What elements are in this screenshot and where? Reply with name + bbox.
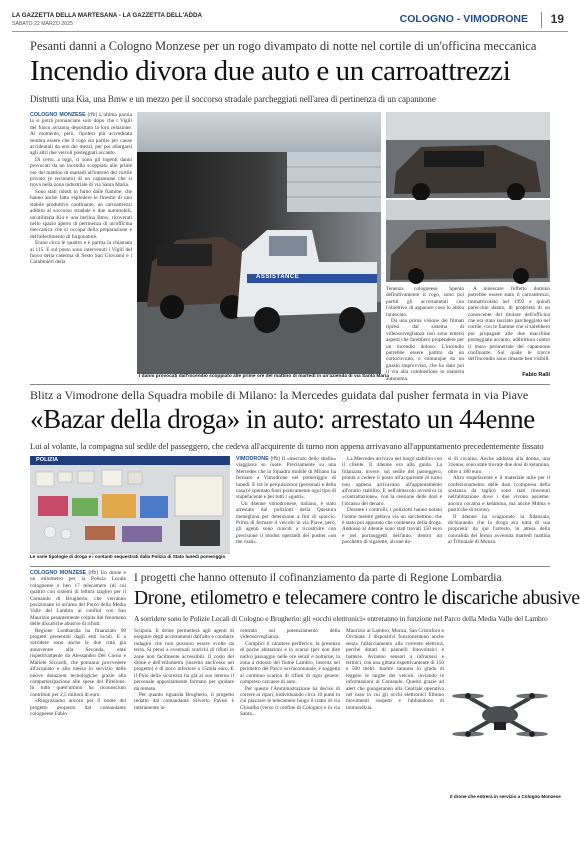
drugs-photo	[30, 456, 230, 560]
fire-photo-caption: I danni provocati dall'incendio scoppiato alle prime ore del mattino di martedì in un'azienda di via Santa Maria	[139, 374, 389, 379]
dateline-byline: (rfb)	[87, 112, 98, 118]
section-name: COLOGNO - VIMODRONE	[399, 13, 528, 25]
article2-col1: VIMODRONE (rfb) Il «mercato dello sballo» viaggiava su ruote. Precisamente su una Mercedes che la Squadra mobile di Milano ha fermato a Vimodrone nel pomeriggio di lunedì. E tra le perquisizioni (personali e della casa) è spuntato fuori praticamente ogni tipo di stupefacente e per tutti i «gusti». Un 44enne vimodronese, italiano, è stato arrestato dai poliziotti della Questura meneghina per detenzione a fini di spaccio. Prima di fermare il veicolo in via Piave, però, gli agenti sono riusciti a ricostruire con precisione il modus operandi del pusher «on the road».	[236, 456, 337, 546]
dateline-location: COLOGNO MONZESE	[30, 112, 86, 118]
drugs-photo-caption: Le varie tipologie di droga e i contanti sequestrati dalla Polizia di Stato lunedì pomeriggio	[30, 554, 230, 560]
article1-kicker: Pesanti danni a Cologno Monzese per un rogo divampato di notte nel cortile di un'officina meccanica	[30, 39, 537, 53]
article1-col3: A innescare l'effetto domino potrebbe essere stato il carroattrezzi, immatricolato nel 1992 e quindi parecchio datato, di proprietà di un conoscente del titolare dell'officina che era stato lasciato parcheggiato nel cortile, con le fiamme che si sarebbero poi propagate alle due macchine posteggiate accanto, addirittura contro il muro perimetrale del capannone confinante. Sul quale le tracce dell'incendio sono rimaste ben visibili.	[468, 286, 550, 363]
burnt-car-photo-2	[386, 200, 550, 282]
dateline2-byline: (rfb)	[270, 456, 281, 462]
burnt-car-image-2	[386, 200, 550, 282]
divider-1	[30, 384, 550, 385]
fire-photo	[137, 112, 389, 380]
masthead	[12, 10, 568, 32]
article1-subhead: Distrutti una Kia, una Bmw e un mezzo per il soccorso stradale parcheggiati nell'area di pertinenza di un capannone	[30, 94, 436, 104]
paper-name: LA GAZZETTA DELLA MARTESANA - LA GAZZETTA DELL'ADDA	[12, 12, 202, 19]
dateline3-byline: (rfb)	[88, 570, 99, 576]
issue-date: SABATO 22 MARZO 2025	[12, 21, 73, 27]
burnt-car-photo-1	[386, 112, 550, 198]
article2-headline: «Bazar della droga» in auto: arrestato un 44enne	[30, 404, 535, 434]
article1-headline: Incendio divora due auto e un carroattrezzi	[30, 55, 511, 87]
fire-photo-image	[137, 112, 381, 374]
drugs-photo-image	[30, 456, 230, 552]
drone-photo-caption: Il drone che entrerà in servizio a Cologno Monzese	[450, 794, 561, 799]
article3-col1: Scupola. Il drone permetterà agli agenti di eseguire degli accertamenti dall'alto e condurre indagini che non possono essere svolte da terra. Si pensi a eventuali scarichi di rifiuti in zone non facilmente accessibili. Il costo del drone e dell'etilometro (inserito anch'esso nel progetto) è di poco inferiore a 15mila euro. E il Polo della sicurezza ha già al suo interno il personale appositamente formato per guidare da remoto. Per quanto riguarda Brugherio, il progetto redatto dal comandante Silverio Pavesi è interamente in-	[134, 628, 234, 711]
section-divider	[541, 12, 542, 28]
article1-author: Fabio Ralli	[522, 372, 550, 378]
article3-subhead: A sorridere sono le Polizie Locali di Cologno e Brugherio: gli «occhi elettronici» entreranno in funzione nel Parco della Media Valle del Lambro	[134, 614, 548, 623]
article3-col2: centrato sul potenziamento della videosorveglianza. Complici il carattere periferico, la presenza di poche abitazioni e lo scarso (per non dire nullo) passaggio nelle ore serali e notturne, la zona a ridosso del fiume Lambro, inserita nel perimetro del Parco sovracomunale, è soggetta al continuo scarico di rifiuti di ogni genere: compreso carcasse di auto. Per questo l'Amministrazione ha deciso di correre ai ripari, individuando circa 10 punti in cui piazzare le telecamere lungo il tratto di via Ghisalba (verso il confine di Cologno) e in via Santa...	[240, 628, 340, 718]
divider-2	[30, 566, 550, 567]
drone-image	[450, 650, 550, 790]
article1-col2: Tenenza cologneese. Spento definitivamente il rogo, sono poi partiti gli accertamenti con l'obiettivo di appurare cosa lo abbia innescato. Da una prima visione dei filmati ripresi dal sistema di videosorveglianza non sono emersi aspetti che farebbero propendere per un incendio doloso. L'incendio potrebbe essere partito da un cortocircuito, o comunque da un guasto improvviso, che ha dato poi il via alla combustione in maniera autonoma.	[386, 286, 464, 382]
article2-kicker: Blitz a Vimodrone della Squadra mobile di Milano: la Mercedes guidata dal pusher fermata in via Piave	[30, 388, 529, 402]
article3-headline: Drone, etilometro e telecamere contro le discariche abusive	[134, 588, 580, 609]
dateline2-location: VIMODRONE	[236, 456, 269, 462]
article2-col3: si di cocaina. Anche addosso alla donna, una 31enne, sono state trovate due dosi di ketamina, oltre a 180 euro. Altro stupefacente e il materiale utile per il confezionamento delle dosi (compresa della sostanza da taglio) sono stati rinvenuti nell'abitazione dove i due vivono assieme: ancora cocaina e ketamina, ma anche Mdma e pasticche di ecstasy. Il 44enne ha scagionato la fidanzata, dichiarando che la droga era tutta di sua proprietà: da qui l'arresto, in attesa della convalida del fermo avvenuta martedì mattina al Tribunale di Monza.	[448, 456, 550, 546]
article1-col1: COLOGNO MONZESE (rfb) L'ultima parola la si potrà pronunciare solo dopo che i Vigili del fuoco avranno depositato la loro relazione. Al momento, però, l'ipotesi più accreditata sembra essere che il rogo sia partito per cause accidentali da uno dei mezzi, per poi allargarsi agli altri due veicoli posteggiati accanto. Di certo, a oggi, ci sono gli ingenti danni provocati da un incendio scoppiato alle prime ore del mattino di martedì all'interno del cortile privato (e recintato) di un capannone che si trova nella zona industriale di via Santa Maria. Sono stati ridotti in fumo dalle fiamme, che hanno anche fatto esplodere le finestre di uno stabile produttivo confinante, un carroattrezzi adibito al soccorso stradale e due automobili, un'utilitaria Kia e una berlina Bmw, ricoverati nello spazio aperto di pertinenza di un'officina meccanica che si occupa della preparazione e dell'allestimento di furgonature. Erano circa le quattro e è partita la chiamata al 115. E sul posto sono intervenuti i Vigili del fuoco della caserma di Sesto San Giovanni e i Carabinieri della	[30, 112, 132, 266]
police-label: POLIZIA	[36, 457, 59, 463]
truck-lettering: ASSISTANCE	[256, 274, 300, 280]
drone-photo	[450, 650, 561, 800]
burnt-car-image-1	[386, 112, 550, 198]
article2-col2: La Mercedes arrivava nel luogo stabilito con il cliente. Il 44enne era alla guida. La fidanzata, invece, sul sedile del passeggero, pronta a cedere il posto all'acquirente di turno non appena arrivavano all'appuntamento all'orario stabilito. E nell'abitacolo avveniva la «contrattazione», con la cessione delle dosi e l'incasso del denaro. Durante i controlli, i poliziotti hanno notato l'uomo mentre gettava via un sacchettino, che è stato poi appurato che conteneva della droga. Addosso al 44enne sono stati trovati 150 euro e nel portaoggetti dell'auto, dentro un pacchetto di sigarette, alcune do-	[342, 456, 442, 546]
article3-left-col: COLOGNO MONZESE (rfb) Un drone e un etilometro per la Polizia Locale cologneese e ben 17 telecamere (di cui quattro con sistemi di lettura targhe) per il Comando di Brugherio, che verranno posizionate in un'area del Parco della Media Valle del Lambro ai confini con San Maurizio pesantemente colpita dal fenomeno delle discariche abusive di rifiuti. Regione Lombardia ha finanziato 98 progetti presentati dagli enti locali. E a sorridere sono anche le due città già annoverate alla Seconda, ente rispettivamente da Alessandro Del Corno e Mariele Siccardi, che potranno provvedere all'acquisto e alla messa in servizio delle nuove dotazioni tecnologiche grazie alla compartecipazione alle spese del Pirellone. In tutto quest'ultimo ha riconosciuto contributi per 2,5 milioni di euro. «Ringraziamo ancora per il nome del progetto proposto dal comandante cologneese Fabio	[30, 570, 127, 717]
article3-col3: Maurizio al Lambro, Monza, San Cristoforo e Occhiate. I dispositivi funzioneranno anche senza l'allacciamento alla corrente elettrica, perché dotati di pannelli fotovoltaici e batterie. Avranno sensori a infrarossi e termici, con una gittata rispettivamente di 150 e 500 metri. Inoltre saranno in grado di leggere le targhe dei veicoli, inviando le informazioni al Comando. Questo grazie ad alert che giungeranno alla Centrale operativa nel caso in cui gli occhi elettronici filmino movimenti sospetti e l'abbandono di immondizia.	[346, 628, 444, 711]
article3-kicker: I progetti che hanno ottenuto il cofinanziamento da parte di Regione Lombardia	[134, 572, 502, 584]
dateline3-location: COLOGNO MONZESE	[30, 570, 87, 576]
page-number: 19	[550, 12, 564, 26]
article2-subhead: Lui al volante, la compagna sul sedile del passeggero, che cedeva all'acquirente di turno non appena arrivavano all'appuntamento precedentemente fissato	[30, 441, 544, 451]
